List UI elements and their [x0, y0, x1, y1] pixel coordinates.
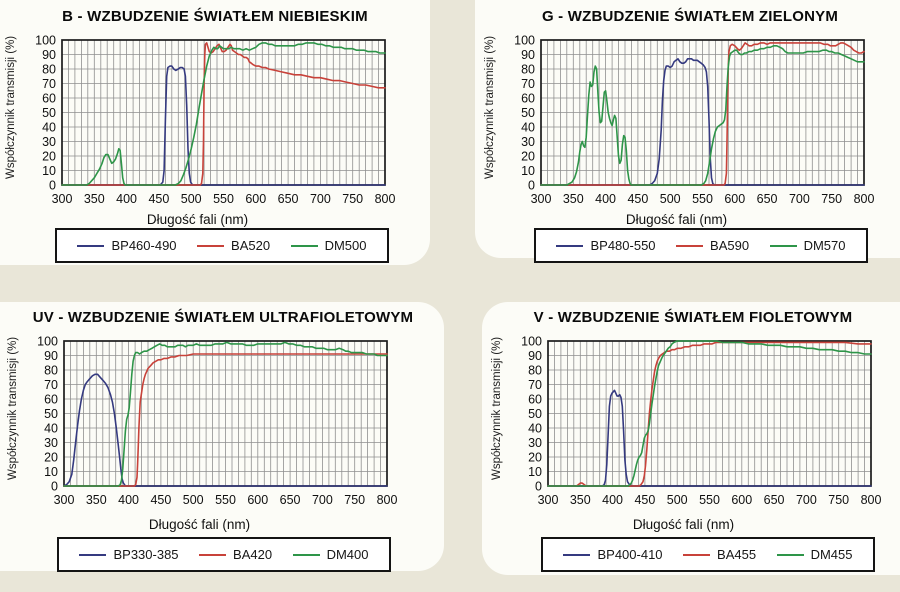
svg-text:40: 40: [521, 120, 535, 135]
chart-plot-svg: [505, 27, 883, 217]
svg-text:750: 750: [344, 493, 366, 507]
svg-text:20: 20: [528, 450, 542, 465]
svg-text:800: 800: [374, 192, 396, 206]
svg-text:350: 350: [83, 192, 105, 206]
svg-text:600: 600: [731, 493, 753, 507]
legend-label: DM400: [326, 547, 369, 562]
svg-text:60: 60: [521, 91, 535, 106]
svg-text:10: 10: [528, 465, 542, 479]
legend-label: BA420: [233, 547, 273, 562]
chart-title: G - WZBUDZENIE ŚWIATŁEM ZIELONYM: [541, 8, 839, 25]
svg-text:600: 600: [245, 192, 267, 206]
svg-text:50: 50: [521, 106, 535, 120]
svg-text:20: 20: [42, 149, 56, 164]
y-axis-label: Współczynnik transmisji (%): [484, 35, 496, 179]
svg-text:450: 450: [634, 493, 656, 507]
y-axis-label: Współczynnik transmisji (%): [5, 35, 17, 179]
chart-title: V - WZBUDZENIE ŚWIATŁEM FIOLETOWYM: [533, 309, 853, 326]
legend-line-swatch: [79, 554, 106, 556]
legend-label: BA590: [710, 238, 750, 253]
x-axis-label: Długość fali (nm): [632, 517, 735, 532]
svg-text:500: 500: [180, 192, 202, 206]
svg-text:500: 500: [182, 493, 204, 507]
legend-label: DM570: [803, 238, 846, 253]
legend-label: BP460-490: [111, 238, 177, 253]
svg-text:50: 50: [528, 407, 542, 421]
x-axis-label: Długość fali (nm): [146, 212, 249, 227]
legend-line-swatch: [293, 554, 320, 556]
svg-text:70: 70: [42, 77, 56, 91]
chart-legend: [55, 228, 389, 263]
svg-text:80: 80: [521, 62, 535, 77]
svg-text:300: 300: [51, 192, 73, 206]
chart-uv-excitation: [2, 301, 444, 573]
legend-label: DM500: [324, 238, 367, 253]
svg-text:800: 800: [853, 192, 875, 206]
y-axis-label: Współczynnik transmisji (%): [7, 336, 19, 480]
svg-text:0: 0: [51, 479, 58, 494]
svg-text:10: 10: [44, 465, 58, 479]
svg-text:90: 90: [44, 349, 58, 363]
svg-text:90: 90: [521, 48, 535, 62]
svg-text:70: 70: [44, 378, 58, 392]
legend-line-swatch: [77, 245, 104, 247]
svg-text:700: 700: [309, 192, 331, 206]
svg-text:60: 60: [44, 392, 58, 407]
svg-text:60: 60: [528, 392, 542, 407]
svg-text:300: 300: [537, 493, 559, 507]
svg-text:0: 0: [49, 178, 56, 193]
svg-text:100: 100: [35, 33, 56, 48]
svg-text:40: 40: [44, 421, 58, 436]
legend-line-swatch: [676, 245, 703, 247]
svg-text:60: 60: [42, 91, 56, 106]
y-axis-label: Współczynnik transmisji (%): [491, 336, 503, 480]
svg-text:550: 550: [215, 493, 236, 507]
svg-text:70: 70: [521, 77, 535, 91]
svg-text:400: 400: [118, 493, 140, 507]
chart-title: B - WZBUDZENIE ŚWIATŁEM NIEBIESKIM: [62, 8, 368, 25]
svg-text:90: 90: [528, 349, 542, 363]
svg-text:0: 0: [535, 479, 542, 494]
legend-label: BA455: [717, 547, 757, 562]
legend-item: [676, 238, 749, 253]
legend-item: [563, 547, 662, 562]
svg-text:500: 500: [659, 192, 681, 206]
chart-blue-excitation: [0, 0, 430, 265]
svg-text:800: 800: [376, 493, 398, 507]
chart-plot-svg: [28, 328, 406, 518]
svg-text:400: 400: [602, 493, 624, 507]
legend-line-swatch: [563, 554, 590, 556]
legend-item: [770, 238, 846, 253]
chart-green-excitation: [479, 0, 900, 260]
svg-text:30: 30: [42, 135, 56, 149]
svg-text:400: 400: [595, 192, 617, 206]
chart-title: UV - WZBUDZENIE ŚWIATŁEM ULTRAFIOLETOWYM: [32, 309, 414, 326]
legend-label: BP400-410: [597, 547, 663, 562]
x-axis-label: Długość fali (nm): [625, 212, 728, 227]
legend-item: [683, 547, 756, 562]
svg-text:650: 650: [277, 192, 299, 206]
svg-text:450: 450: [148, 192, 170, 206]
legend-label: DM455: [810, 547, 853, 562]
legend-item: [293, 547, 369, 562]
svg-text:10: 10: [42, 164, 56, 178]
legend-item: [291, 238, 367, 253]
legend-label: BA520: [231, 238, 271, 253]
chart-legend: [541, 537, 875, 572]
chart-legend: [57, 537, 391, 572]
svg-text:20: 20: [521, 149, 535, 164]
svg-text:600: 600: [247, 493, 269, 507]
legend-item: [79, 547, 178, 562]
legend-line-swatch: [197, 245, 224, 247]
legend-label: BP480-550: [590, 238, 656, 253]
svg-text:650: 650: [763, 493, 785, 507]
svg-text:750: 750: [828, 493, 850, 507]
legend-item: [777, 547, 853, 562]
legend-item: [77, 238, 176, 253]
svg-text:450: 450: [150, 493, 172, 507]
legend-item: [199, 547, 272, 562]
svg-text:20: 20: [44, 450, 58, 465]
svg-text:80: 80: [42, 62, 56, 77]
x-axis-label: Długość fali (nm): [148, 517, 251, 532]
chart-plot-svg: [26, 27, 404, 217]
svg-text:700: 700: [311, 493, 333, 507]
svg-text:300: 300: [53, 493, 75, 507]
svg-text:50: 50: [44, 407, 58, 421]
svg-text:40: 40: [42, 120, 56, 135]
svg-text:40: 40: [528, 421, 542, 436]
svg-text:700: 700: [788, 192, 810, 206]
svg-text:100: 100: [521, 334, 542, 349]
svg-text:500: 500: [666, 493, 688, 507]
svg-text:550: 550: [213, 192, 234, 206]
svg-text:350: 350: [562, 192, 584, 206]
svg-text:350: 350: [85, 493, 107, 507]
svg-text:100: 100: [514, 33, 535, 48]
chart-plot-svg: [512, 328, 890, 518]
legend-line-swatch: [291, 245, 318, 247]
svg-text:90: 90: [42, 48, 56, 62]
svg-text:650: 650: [756, 192, 778, 206]
legend-item: [556, 238, 655, 253]
legend-line-swatch: [770, 245, 797, 247]
svg-text:80: 80: [528, 363, 542, 378]
svg-text:50: 50: [42, 106, 56, 120]
chart-violet-excitation: [486, 301, 900, 575]
legend-line-swatch: [777, 554, 804, 556]
svg-text:600: 600: [724, 192, 746, 206]
svg-text:550: 550: [692, 192, 713, 206]
chart-legend: [534, 228, 868, 263]
svg-text:30: 30: [528, 436, 542, 450]
svg-text:100: 100: [37, 334, 58, 349]
svg-text:10: 10: [521, 164, 535, 178]
svg-text:750: 750: [342, 192, 364, 206]
svg-text:30: 30: [44, 436, 58, 450]
svg-text:800: 800: [860, 493, 882, 507]
svg-text:80: 80: [44, 363, 58, 378]
legend-item: [197, 238, 270, 253]
legend-line-swatch: [683, 554, 710, 556]
svg-text:70: 70: [528, 378, 542, 392]
svg-text:400: 400: [116, 192, 138, 206]
svg-text:450: 450: [627, 192, 649, 206]
svg-text:350: 350: [569, 493, 591, 507]
svg-text:300: 300: [530, 192, 552, 206]
svg-text:700: 700: [795, 493, 817, 507]
svg-text:30: 30: [521, 135, 535, 149]
svg-text:750: 750: [821, 192, 843, 206]
legend-label: BP330-385: [113, 547, 179, 562]
legend-line-swatch: [556, 245, 583, 247]
legend-line-swatch: [199, 554, 226, 556]
svg-text:550: 550: [699, 493, 720, 507]
svg-text:0: 0: [528, 178, 535, 193]
svg-text:650: 650: [279, 493, 301, 507]
